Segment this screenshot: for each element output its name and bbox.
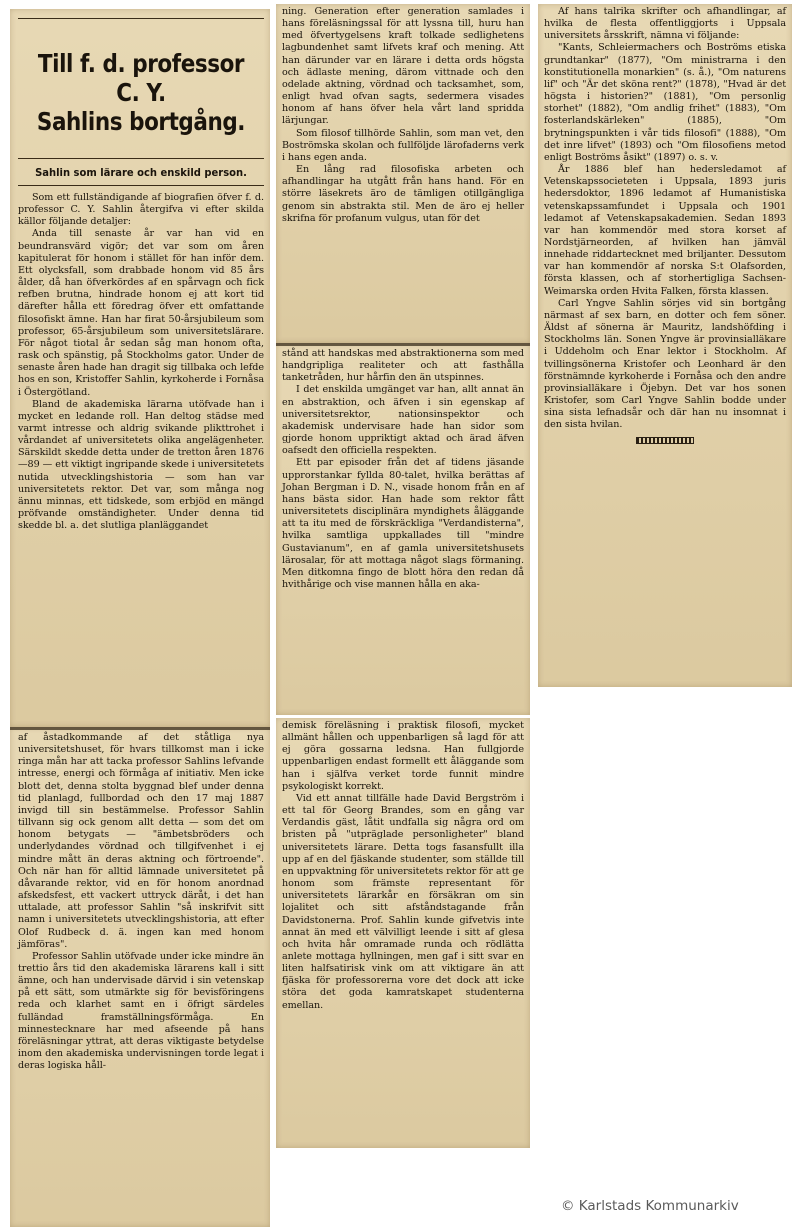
copyright-notice: © Karlstads Kommunarkiv	[561, 1198, 739, 1214]
paragraph: Carl Yngve Sahlin sörjes vid sin bortgång närmast af sex barn, en dotter och fem söner. Äldst af sönerna är Mauritz, landshöfding i Stockholms län. Sonen Yngve är provinsialläkare i Uddeholm och Enar lektor i Stockholm. Af tvillingsönerna Kristofer och Leonhard är den förstnämnde kyrkoherde i Fornåsa och den andre provinsialläkare i Öjebyn. Det var hos sonen Kristofer, som Carl Yngve Sahlin bodde under sina sista lefnadsår och där han nu insomnat i den sista hvilan.	[544, 297, 786, 431]
clipping-col1-top	[10, 9, 270, 727]
paragraph: Vid ett annat tillfälle hade David Bergström i ett tal för Georg Brandes, som en gång var Verdandis gäst, låtit undfalla sig några ord om bristen på "utpräglade personligheter" bland universitetets lärare. Detta togs fasansfullt illa upp af en del fjäskande studenter, som ställde till en uppvaktning för universitetets rektor för att ge honom som främste representant för universitetets lärarkår en försäkran om sin lojalitet och sitt afståndstagande från Davidstonerna. Prof. Sahlin kunde gifvetvis inte annat än med ett välvilligt leende i sitt af glesa och hvita hår omramade runda och rödlätta anlete mottaga hyllningen, men gaf i sitt svar en liten halfsatirisk vink om att viktigare än att fjäska för professorerna vore det dock att icke störa det goda kamratskapet studenterna emellan.	[282, 792, 524, 1011]
paragraph: År 1886 blef han hedersledamot af Vetenskapssocieteten i Uppsala, 1893 juris hedersdoktor, 1896 ledamot af Humanistiska vetenskapssamfundet i Uppsala och 1901 ledamot af Vetenskapsakademien. Sedan 1893 var han kommendör med stora korset af Nordstjärneorden, af hvilken han jämväl innehade riddartecknet med briljanter. Dessutom var han kommendör af norska S:t Olafsorden, första klassen, och af storhertigliga Sachsen-Weimarska orden Hvita Falken, första klassen.	[544, 164, 786, 297]
paragraph: demisk föreläsning i praktisk filosofi, mycket allmänt hållen och uppenbarligen så lagd för att ej göra gossarna ledsna. Han fullgjorde uppenbarligen endast formellt ett åläggande som han i själfva verket torde funnit mindre psykologiskt korrekt.	[282, 720, 524, 792]
paragraph: I det enskilda umgänget var han, allt annat än en abstraktion, och äfven i sin egenskap af universitetsrektor, nationsinspektor och akademisk undervisare hade han sidor som gjorde honom uppriktigt aktad och ärad äfven oafsedt den officiella respekten.	[282, 384, 524, 457]
top-rule	[18, 18, 264, 19]
end-ornament	[636, 437, 694, 444]
paragraph: Bland de akademiska lärarna utöfvade han i mycket en ledande roll. Han deltog städse med varmt intresse och aldrig svikande plikttrohet i vårdandet af universitetets olika angelägenheter. Särskildt skedde detta under de tretton åren 1876—89 — ett viktigt ingripande skede i universitetets nutida utvecklingshistoria — som han var universitetets rektor. Det var, som många nog ännu minnas, ett tidskede, som erbjöd en mängd pröfvande omständigheter. Under denna tid skedde bl. a. det slutliga planläggandet	[18, 398, 264, 532]
tear-edge	[276, 343, 530, 346]
paragraph: Af hans talrika skrifter och afhandlingar, af hvilka de flesta offentliggjorts i Uppsala universitets årsskrift, nämna vi följande:	[544, 6, 786, 42]
clipping-col2-bottom	[276, 718, 530, 1148]
clipping-col1-bottom	[10, 727, 270, 1227]
paragraph: stånd att handskas med abstraktionerna som med handgripliga realiteter och att fasthålla tanketråden, hur hårfin den än utspinnes.	[282, 348, 524, 384]
intro-paragraph: Som ett fullständigande af biografien öfver f. d. professor C. Y. Sahlin återgifva vi efter skilda källor följande detaljer:	[18, 192, 264, 228]
paragraph: Som filosof tillhörde Sahlin, som man vet, den Boströmska skolan och fullföljde lärofaderns verk i hans egen anda.	[282, 127, 524, 163]
paragraph: "Kants, Schleiermachers och Boströms etiska grundtankar" (1877), "Om ministrarna i den konstitutionella monarkien" (s. å.), "Om naturens lif" och "Är det sköna rent?" (1878), "Hvad är det högsta i historien?" (1881), "Om personlig storhet" (1882), "Om andlig frihet" (1883), "Om fosterlandskärleken" (1885), "Om brytningspunkten i vår tids filosofi" (1888), "Om det inre lifvet" (1893) och "Om filosofiens metod enligt Boströms åsikt" (1897) o. s. v.	[544, 42, 786, 163]
headline: Till f. d. professor C. Y. Sahlins bortgång.	[36, 49, 246, 136]
paragraph: Professor Sahlin utöfvade under icke mindre än trettio års tid den akademiska lärarens kall i sitt ämne, och han undervisade därvid i sin vetenskap på ett sätt, som utmärkte sig för bevisföringens reda och klarhet samt en i öfrigt särdeles fulländad framställningsförmåga. En minnestecknare har med afseende på hans föreläsningar yttrat, att deras viktigaste betydelse inom den akademiska undervisningen torde legat i deras logiska håll-	[18, 950, 264, 1072]
paragraph: En lång rad filosofiska arbeten och afhandlingar ha utgått från hans hand. För en större läsekrets äro de tämligen otillgängliga genom sin abstrakta stil. Men de äro ej heller skrifna för profanum vulgus, utan för det	[282, 164, 524, 224]
paragraph: af åstadkommande af det ståtliga nya universitetshuset, för hvars tillkomst man i icke ringa mån har att tacka professor Sahlins lefvande intresse, energi och förmåga af initiativ. Men icke blott det, denna stolta byggnad blef under denna tid planlagd, fullbordad och den 17 maj 1887 invigd till sin bestämmelse. Professor Sahlin tillvann sig ock genom allt detta — som det om honom betygats — "ämbetsbröders och underlydandes vördnad och tillgifvenhet i ej mindre mått än deras aktning och förtroende". Och när han för alltid lämnade universitetet på dåvarande rektor, vid en för honom anordnad afskedsfest, ett vackert uttryck däråt, i det han uttalade, att professor Sahlin "så inskrifvit sitt namn i universitetets utvecklingshistoria, att efter Olof Rudbeck d. ä. ingen kan med honom jämföras".	[18, 732, 264, 950]
tear-edge	[10, 727, 270, 730]
subheading: Sahlin som lärare och enskild person.	[35, 167, 247, 179]
paragraph: Ett par episoder från det af tidens jäsande upprorstankar fyllda 80-talet, hvilka berättas af Johan Bergman i D. N., visade honom från en af hans bästa sidor. Han hade som rektor fått universitetets disciplinära myndighets åläggande att ta itu med de förskräckliga "Verdandisterna", hvilka samtliga uppkallades till "mindre Gustavianum", en af gamla universitetshusets lärosalar, för att mottaga något slags förmaning. Men ditkomna fingo de blott höra den redan då hvithårige och vise mannen hålla en aka-	[282, 457, 524, 590]
clipping-col3	[538, 4, 792, 687]
headline-rule	[18, 158, 264, 159]
paragraph: Anda till senaste år var han vid en beundransvärd vigör; det var som om åren kapitulerat för honom i stället för han inför dem. Ett olycksfall, som drabbade honom vid 85 års ålder, då han öfverkördes af en spårvagn och fick refben brutna, hindrade honom ej att kort tid därefter hålla ett föredrag öfver ett omfattande filosofiskt ämne. Han har firat 50-årsjubileum som professor, 65-årsjubileum som universitetslärare. För något tiotal år sedan såg man honom ofta, rask och spänstig, på Stockholms gator. Under de senaste åren hade han dragit sig tillbaka och lefde hos en son, Kristoffer Sahlin, kyrkoherde i Fornåsa i Östergötland.	[18, 228, 264, 398]
clipping-col2-middle	[276, 343, 530, 715]
clipping-col2-top	[276, 4, 530, 343]
subheading-rule	[18, 185, 264, 186]
paragraph: ning. Generation efter generation samlades i hans föreläsningssal för att lyssna till, huru han med öfvertygelsens kraft tolkade sedlighetens lagbundenhet samt lifvets kraf och mening. Att han därunder var en lärare i detta ords högsta och ädlaste mening, därom vittnade och den odelade aktning, vördnad och tacksamhet, som, enligt hvad ofvan sagts, sedermera visades honom af hans öfver hela vårt land spridda lärjungar.	[282, 6, 524, 127]
